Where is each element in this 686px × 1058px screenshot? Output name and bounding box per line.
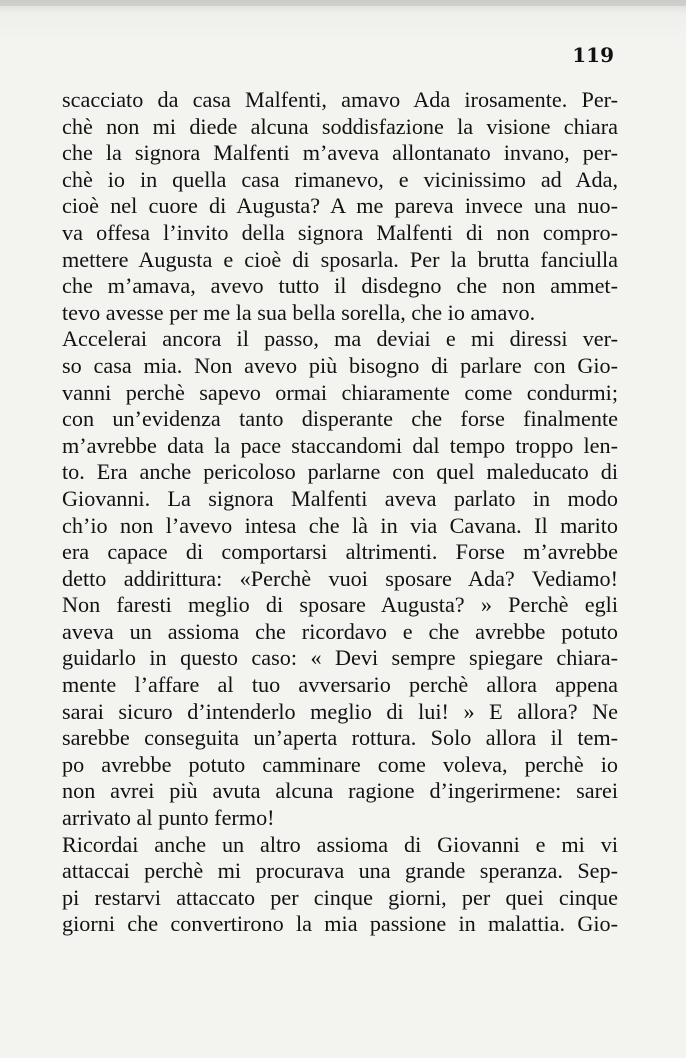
text-line: chè io in quella casa rimanevo, e vicinissimo ad Ada, [62,166,618,192]
text-line: m’avrebbe data la pace staccandomi dal tempo troppo len- [62,432,618,458]
text-line: detto addirittura: «Perchè vuoi sposare Ada? Vediamo! [62,565,618,591]
text-line: sarebbe conseguita un’aperta rottura. Solo allora il tem- [62,725,618,751]
text-line: tevo avesse per me la sua bella sorella, che io amavo. [62,299,536,325]
page-number: 119 [572,43,614,67]
text-line: po avrebbe potuto camminare come voleva, perchè io [62,751,618,777]
text-line: con un’evidenza tanto disperante che forse finalmente [62,406,618,432]
text-line: non avrei più avuta alcuna ragione d’ingerirmene: sarei [62,778,618,804]
text-line: va offesa l’invito della signora Malfenti di non compro- [62,219,618,245]
text-line: era capace di comportarsi altrimenti. Forse m’avrebbe [62,539,618,565]
text-line: aveva un assioma che ricordavo e che avrebbe potuto [62,618,618,644]
text-line: mettere Augusta e cioè di sposarla. Per la brutta fanciulla [62,246,618,272]
text-line: ch’io non l’avevo intesa che là in via Cavana. Il marito [62,512,618,538]
text-line: mente l’affare al tuo avversario perchè allora appena [62,672,618,698]
text-line: pi restarvi attaccato per cinque giorni, per quei cinque [62,884,618,910]
text-line: so casa mia. Non avevo più bisogno di parlare con Gio- [62,352,618,378]
text-line: Giovanni. La signora Malfenti aveva parlato in modo [62,485,618,511]
text-line: Non faresti meglio di sposare Augusta? » Perchè egli [62,592,618,618]
page-top-shadow [0,0,686,6]
text-line: guidarlo in questo caso: « Devi sempre spiegare chiara- [62,645,618,671]
text-line: arrivato al punto fermo! [62,805,275,831]
text-line: to. Era anche pericoloso parlarne con quel maleducato di [62,459,618,485]
text-line: giorni che convertirono la mia passione in malattia. Gio- [62,911,618,937]
text-line: attaccai perchè mi procurava una grande speranza. Sep- [62,858,618,884]
body-text [62,87,618,938]
text-line: scacciato da casa Malfenti, amavo Ada irosamente. Per- [62,87,618,112]
text-line: Accelerai ancora il passo, ma deviai e mi diressi ver- [62,326,618,352]
text-line: sarai sicuro d’intenderlo meglio di lui! » E allora? Ne [62,698,618,724]
text-line: che la signora Malfenti m’aveva allontanato invano, per- [62,140,618,166]
text-line: cioè nel cuore di Augusta? A me pareva invece una nuo- [62,193,618,219]
text-line: chè non mi diede alcuna soddisfazione la visione chiara [62,113,618,139]
text-line: che m’amava, avevo tutto il disdegno che non ammet- [62,273,618,299]
text-line: vanni perchè sapevo ormai chiaramente come condurmi; [62,379,618,405]
text-line: Ricordai anche un altro assioma di Giovanni e mi vi [62,831,618,857]
